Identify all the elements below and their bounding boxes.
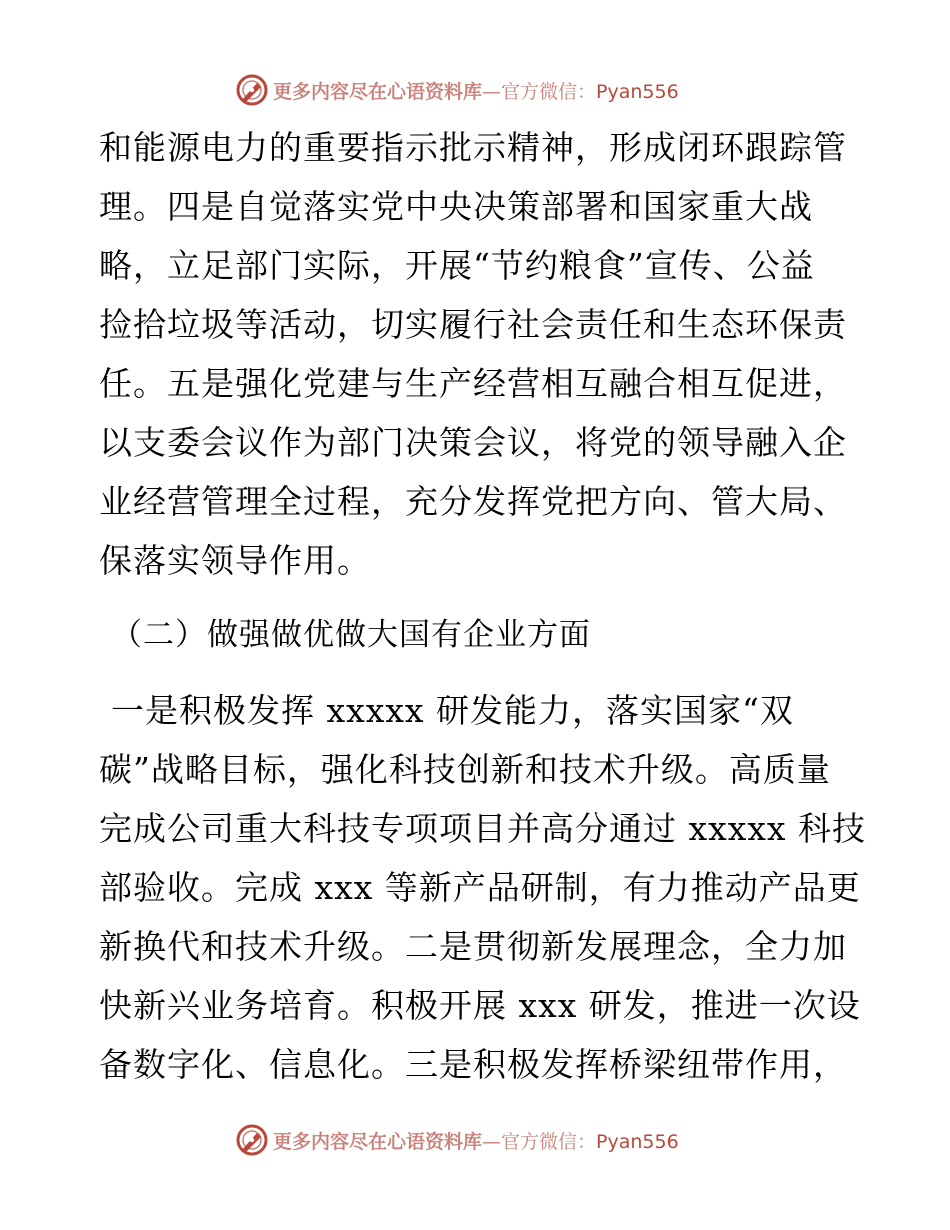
paragraph-line: 完成公司重大科技专项项目并高分通过 xxxxx 科技: [99, 809, 867, 848]
paragraph-line: 保落实领导作用。: [99, 541, 371, 580]
document-body: [99, 118, 867, 1094]
watermark-label: 官方微信：: [501, 80, 597, 103]
paragraph-line: 略，立足部门实际，开展“节约粮食”宣传、公益: [99, 246, 815, 285]
watermark-footer: [235, 1120, 679, 1160]
watermark-site-text: 更多内容尽在心语资料库: [273, 80, 483, 103]
paragraph-line: 部验收。完成 xxx 等新产品研制，有力推动产品更: [99, 868, 861, 907]
watermark-wechat-id: Pyan556: [596, 80, 679, 103]
watermark-wechat-id: Pyan556: [596, 1130, 679, 1153]
watermark-site-text: 更多内容尽在心语资料库: [273, 1130, 483, 1153]
paragraph-line: 捡拾垃圾等活动，切实履行社会责任和生态环保责: [99, 305, 847, 344]
paragraph-line: 一是积极发挥 xxxxx 研发能力，落实国家“双: [111, 691, 794, 730]
paragraph-line: 快新兴业务培育。积极开展 xxx 研发，推进一次设: [99, 986, 861, 1025]
section-heading: （二）做强做优做大国有企业方面: [111, 617, 591, 653]
pen-nib-seal-icon: [235, 1123, 269, 1157]
watermark-header: [235, 70, 679, 110]
paragraph-line: 新换代和技术升级。二是贯彻新发展理念，全力加: [99, 927, 847, 966]
paragraph-line: 理。四是自觉落实党中央决策部署和国家重大战: [99, 187, 813, 226]
watermark-dash: —: [482, 80, 502, 103]
paragraph-line: 业经营管理全过程，充分发挥党把方向、管大局、: [99, 482, 847, 521]
watermark-label: 官方微信：: [501, 1130, 597, 1153]
paragraph-line: 任。五是强化党建与生产经营相互融合相互促进，: [99, 364, 847, 403]
paragraph-line: 以支委会议作为部门决策会议，将党的领导融入企: [99, 423, 847, 462]
paragraph-line: 和能源电力的重要指示批示精神，形成闭环跟踪管: [99, 128, 847, 167]
paragraph-line: 备数字化、信息化。三是积极发挥桥梁纽带作用，: [99, 1045, 847, 1084]
paragraph-line: 碳”战略目标，强化科技创新和技术升级。高质量: [99, 750, 831, 789]
pen-nib-seal-icon: [235, 73, 269, 107]
watermark-dash: —: [482, 1130, 502, 1153]
